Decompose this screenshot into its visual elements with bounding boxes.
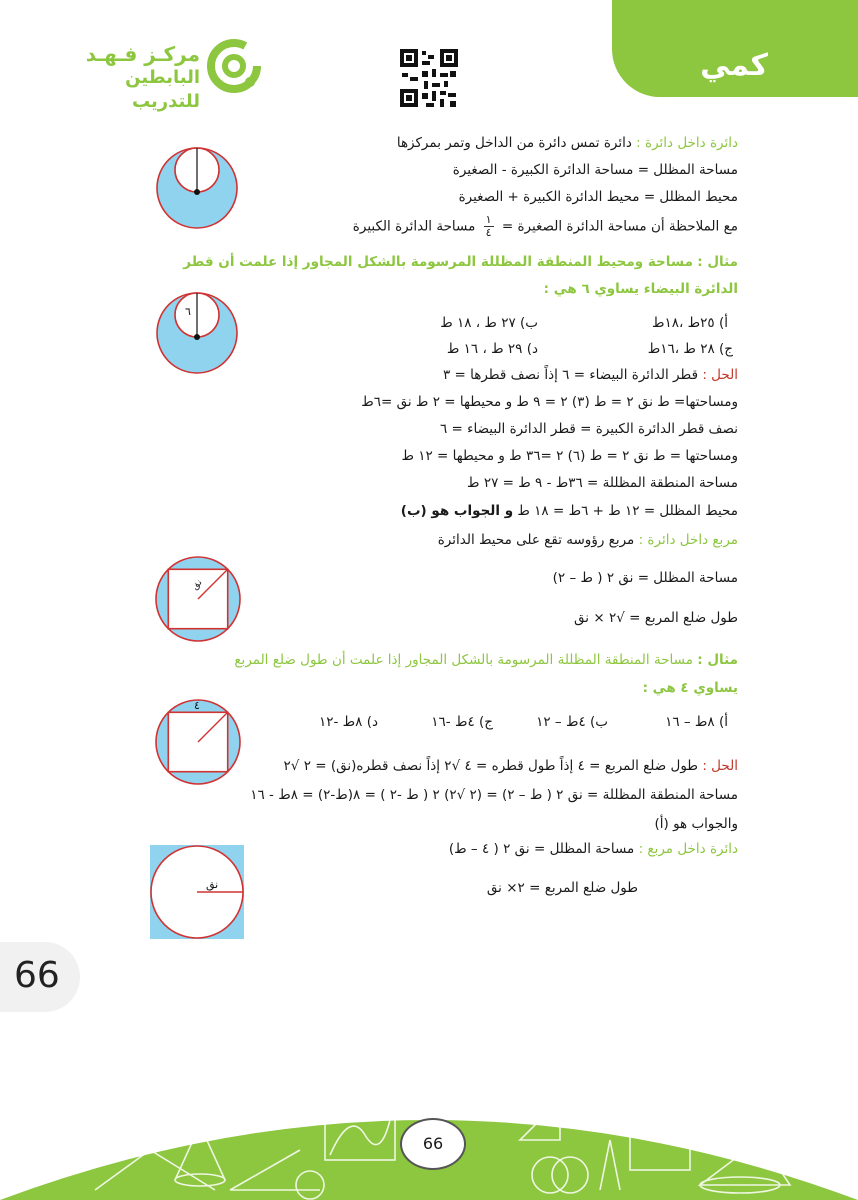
page-number-oval: 66 <box>400 1118 466 1170</box>
solution1-line4: ومساحتها = ط نق ٢ = ط (٦) ٢ =٣٦ ط و محيطها = ١٢ ط <box>401 448 738 464</box>
section2-heading <box>438 532 738 548</box>
section2-title: مربع داخل دائرة : <box>638 532 738 548</box>
fraction-numerator: ١ <box>485 213 492 226</box>
section3-title: دائرة داخل مربع : <box>638 841 738 857</box>
figure-circle-in-square <box>150 845 244 939</box>
fraction-denominator: ٤ <box>485 226 492 239</box>
example1-question-line2: الدائرة البيضاء يساوي ٦ هي : <box>543 281 738 297</box>
solution1-line6a: محيط المظلل = ١٢ ط + ٦ط = ١٨ ط <box>517 503 738 519</box>
solution1-line3: نصف قطر الدائرة الكبيرة = قطر الدائرة البيضاء = ٦ <box>439 421 738 437</box>
solution1-label: الحل : <box>702 367 738 383</box>
figure-example2 <box>154 698 242 786</box>
solution1-line2: ومساحتها= ط نق ٢ = ط (٣) ٢ = ٩ ط و محيطها = ٢ ط نق =٦ط <box>361 394 738 410</box>
solution1-line6 <box>401 503 738 519</box>
solution2-line1 <box>284 758 738 774</box>
section1-note-b: مساحة الدائرة الكبيرة <box>352 218 476 235</box>
section3-area-rule: مساحة المظلل = نق ٢ ( ٤ – ط) <box>448 841 635 857</box>
section-title-tab: كمي <box>700 48 768 83</box>
example2-option-c: ج) ٤ط -١٦ <box>431 714 493 730</box>
figure-circle-in-square-label: نق <box>206 878 219 891</box>
example2-option-d: د) ٨ط -١٢ <box>318 714 378 730</box>
logo-line-1: مركـز فـهـد <box>85 42 200 66</box>
solution2-label: الحل : <box>702 758 738 774</box>
example2-option-a: أ) ٨ط – ١٦ <box>665 714 728 730</box>
figure-example2-label: ٤ <box>194 699 200 712</box>
logo-text <box>80 42 200 114</box>
fraction-quarter <box>484 214 494 239</box>
example2-question-line2: يساوي ٤ هي : <box>642 680 738 696</box>
section1-desc: دائرة تمس دائرة من الداخل وتمر بمركزها <box>396 135 632 151</box>
solution1-line1-text: قطر الدائرة البيضاء = ٦ إذاً نصف قطرها = ٣ <box>442 367 699 383</box>
example2-question <box>234 652 738 668</box>
figure-square-in-circle <box>154 555 242 643</box>
logo-icon <box>206 38 262 94</box>
section2-side-rule: طول ضلع المربع = √٢ × نق <box>574 610 738 626</box>
section3-heading <box>449 841 738 857</box>
section1-perimeter-rule: محيط المظلل = محيط الدائرة الكبيرة + الصغيرة <box>458 189 738 205</box>
example1-text: مساحة ومحيط المنطقة المظللة المرسومة بالشكل المجاور إذا علمت أن قطر <box>183 254 693 270</box>
section2-desc: مربع رؤوسه تقع على محيط الدائرة <box>437 532 635 548</box>
figure-circle-in-circle <box>155 146 239 230</box>
section3-side-rule: طول ضلع المربع = ٢× نق <box>486 880 638 896</box>
example2-text: مساحة المنطقة المظللة المرسومة بالشكل المجاور إذا علمت أن طول ضلع المربع <box>234 652 693 668</box>
example2-option-b: ب) ٤ط – ١٢ <box>536 714 608 730</box>
section2-area-rule: مساحة المظلل = نق ٢ ( ط – ٢) <box>552 570 738 586</box>
example1-option-b: ب) ٢٧ ط ، ١٨ ط <box>440 315 538 331</box>
example1-option-c: ج) ٢٨ ط ،١٦ط <box>647 341 733 357</box>
qr-code-icon <box>398 47 460 109</box>
solution1-answer: و الجواب هو (ب) <box>400 503 514 519</box>
figure-example1-label: ٦ <box>185 305 191 318</box>
example2-label: مثال : <box>697 652 738 668</box>
page-number-tab-text: 66 <box>14 955 60 996</box>
section1-area-rule: مساحة المظلل = مساحة الدائرة الكبيرة - الصغيرة <box>452 162 738 178</box>
example1-question <box>183 254 738 270</box>
section1-heading <box>397 135 738 151</box>
example1-option-a: أ) ٢٥ط ،١٨ط <box>652 315 728 331</box>
solution2-line1-text: طول ضلع المربع = ٤ إذاً طول قطره = ٤ √٢ إذاً نصف قطره(نق) = ٢ √٢ <box>283 758 699 774</box>
section1-note <box>353 214 738 239</box>
figure-square-in-circle-label: نق <box>190 577 205 592</box>
example1-option-d: د) ٢٩ ط ، ١٦ ط <box>446 341 538 357</box>
solution1-line1 <box>443 367 738 383</box>
figure-example1 <box>155 291 239 375</box>
section1-title: دائرة داخل دائرة : <box>636 135 738 151</box>
solution2-answer: والجواب هو (أ) <box>654 816 738 832</box>
solution2-line2: مساحة المنطقة المظللة = نق ٢ ( ط – ٢) = (٢ √٢) ٢ ( ط -٢ ) = ٨(ط-٢) = ٨ط - ١٦ <box>250 787 738 803</box>
example1-label: مثال : <box>697 254 738 270</box>
logo-line-2: البابطين للتدريب <box>125 67 200 112</box>
section1-note-a: مع الملاحظة أن مساحة الدائرة الصغيرة = <box>501 218 738 235</box>
solution1-line5: مساحة المنطقة المظللة = ٣٦ط - ٩ ط = ٢٧ ط <box>467 475 738 491</box>
